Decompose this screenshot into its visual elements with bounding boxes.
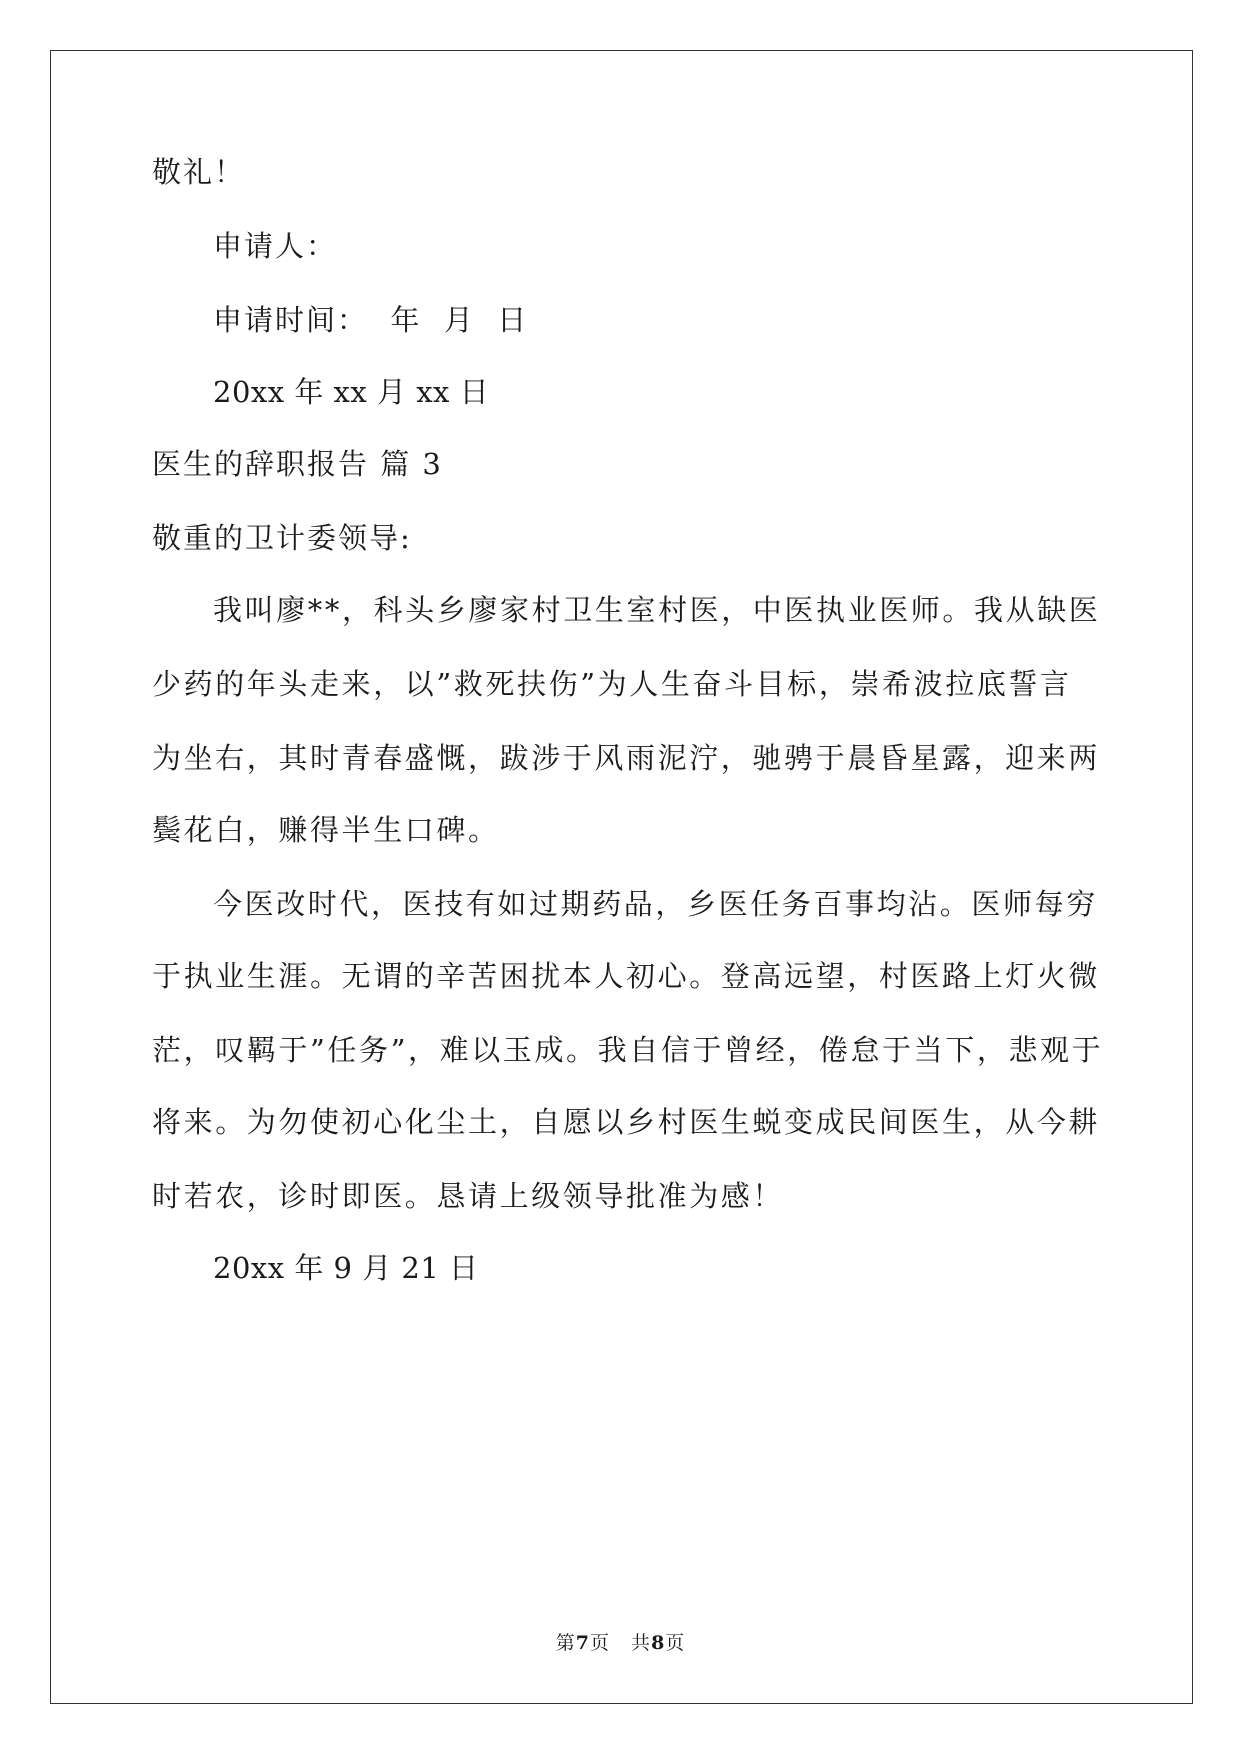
paragraph-1-line: 鬓花白，赚得半生口碑。 — [152, 813, 500, 847]
paragraph-2-line: 今医改时代，医技有如过期药品，乡医任务百事均沾。医师每穷 — [213, 887, 1098, 921]
footer-middle: 页 共 — [589, 1632, 652, 1654]
footer-total-pages: 8 — [651, 1632, 666, 1654]
footer-page-number: 7 — [575, 1632, 590, 1654]
greeting: 敬重的卫计委领导: — [152, 521, 412, 555]
apply-time-label: 申请时间： 年 月 日 — [213, 303, 529, 337]
section-title: 医生的辞职报告 篇 3 — [152, 447, 443, 481]
footer-suffix: 页 — [665, 1632, 686, 1654]
page-footer — [0, 1630, 1241, 1656]
signature-date: 20xx 年 9 月 21 日 — [213, 1251, 479, 1285]
date-placeholder: 20xx 年 xx 月 xx 日 — [213, 375, 490, 409]
closing-salute: 敬礼！ — [152, 155, 246, 189]
paragraph-1-line: 为坐右，其时青春盛慨，跋涉于风雨泥泞，驰骋于晨昏星露，迎来两 — [152, 741, 1101, 775]
paragraph-2-line: 将来。为勿使初心化尘土，自愿以乡村医生蜕变成民间医生，从今耕 — [152, 1105, 1101, 1139]
applicant-label: 申请人： — [213, 229, 338, 263]
paragraph-2-line: 于执业生涯。无谓的辛苦困扰本人初心。登高远望，村医路上灯火微 — [152, 959, 1101, 993]
paragraph-2-line: 时若农，诊时即医。恳请上级领导批准为感！ — [152, 1179, 785, 1213]
paragraph-2-line: 茫，叹羁于”任务”，难以玉成。我自信于曾经，倦怠于当下，悲观于 — [152, 1033, 1104, 1067]
paragraph-1-line: 我叫廖**，科头乡廖家村卫生室村医，中医执业医师。我从缺医 — [213, 593, 1101, 627]
paragraph-1-line: 少药的年头走来，以”救死扶伤”为人生奋斗目标，崇希波拉底誓言 — [152, 667, 1072, 701]
footer-prefix: 第 — [555, 1632, 576, 1654]
page-frame — [50, 50, 1193, 1704]
